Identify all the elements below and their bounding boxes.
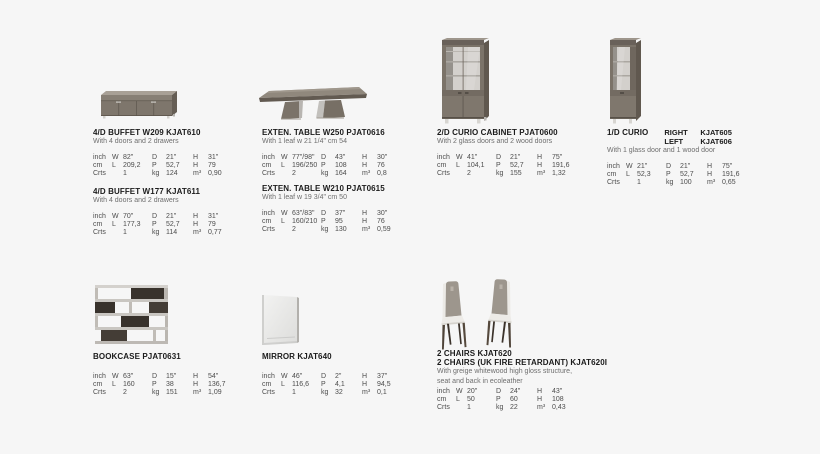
spec-unit <box>112 389 123 397</box>
spec-unit <box>281 226 292 234</box>
spec-unit: kg <box>321 389 329 397</box>
spec-value: 160/210 <box>292 217 318 225</box>
product-mirror <box>262 352 430 398</box>
spec-value: 24" <box>510 388 521 395</box>
spec-unit: m³ <box>193 169 202 177</box>
product-title: MIRROR KJAT640 <box>262 352 332 361</box>
spec-table <box>262 373 430 398</box>
spec-value: 0,90 <box>208 169 222 177</box>
spec-row-label: Crts <box>437 169 450 177</box>
spec-unit: kg <box>496 404 504 412</box>
spec-unit: m³ <box>537 169 546 177</box>
product-table-w250 <box>262 128 430 178</box>
spec-value: 191,6 <box>722 170 740 178</box>
spec-value: 4,1 <box>335 381 345 389</box>
spec-row-label: cm <box>437 396 447 404</box>
spec-value: 2" <box>335 373 342 380</box>
spec-unit: L <box>281 381 285 389</box>
spec-unit: W <box>112 373 119 380</box>
bookcase-image <box>93 284 172 351</box>
product-curio-1d <box>607 128 782 187</box>
spec-unit: W <box>456 388 463 395</box>
spec-value: 15" <box>166 373 177 380</box>
spec-unit <box>281 389 292 397</box>
spec-unit: H <box>537 388 543 395</box>
spec-row-label: inch <box>93 373 106 380</box>
spec-row-label: cm <box>437 161 447 169</box>
spec-value: 30" <box>377 153 388 161</box>
spec-value: 151 <box>166 389 178 397</box>
spec-row-label: inch <box>262 153 275 161</box>
spec-value: 82" <box>123 153 134 161</box>
spec-unit: D <box>152 373 158 380</box>
spec-value: 52,3 <box>637 170 651 178</box>
spec-value: 30" <box>377 209 388 217</box>
spec-value: 37" <box>377 373 388 380</box>
spec-value: 37" <box>335 209 346 217</box>
spec-unit: L <box>112 381 116 389</box>
spec-value: 38 <box>166 381 174 389</box>
product-description: With 4 doors and 2 drawers <box>93 197 179 204</box>
spec-value: 1 <box>292 389 296 397</box>
spec-value: 2 <box>292 225 296 233</box>
spec-value: 75" <box>552 153 563 161</box>
spec-value: 21" <box>510 153 521 161</box>
spec-value: 0,43 <box>552 404 566 412</box>
spec-table <box>262 154 430 179</box>
spec-unit: W <box>626 162 633 170</box>
bookcase-illustration <box>93 284 172 346</box>
product-title-line2: 2 CHAIRS (UK FIRE RETARDANT) KJAT620I <box>437 358 608 367</box>
spec-value: 79 <box>208 161 216 169</box>
spec-unit: kg <box>496 169 504 177</box>
spec-row-label: inch <box>93 153 106 161</box>
spec-unit: m³ <box>362 169 371 177</box>
spec-value: 60 <box>510 396 518 404</box>
spec-value: 155 <box>510 169 522 177</box>
spec-value: 54" <box>208 373 219 380</box>
spec-value: 63" <box>123 373 134 380</box>
spec-row-label: Crts <box>93 169 106 177</box>
spec-value: 31" <box>208 212 219 220</box>
spec-row-label: cm <box>93 220 103 228</box>
product-bookcase <box>93 352 261 398</box>
spec-value: 114 <box>166 228 178 236</box>
product-buffet-w177 <box>93 187 261 237</box>
spec-unit: H <box>362 381 368 389</box>
extension-table-image <box>256 60 372 125</box>
variant-position: RIGHT <box>664 128 688 137</box>
spec-unit: H <box>537 153 543 161</box>
spec-value: 160 <box>123 381 135 389</box>
curio-1d-illustration <box>607 37 644 125</box>
spec-unit: L <box>112 161 116 169</box>
spec-value: 32 <box>335 389 343 397</box>
product-buffet-w209 <box>93 128 261 178</box>
spec-unit: kg <box>152 228 160 236</box>
spec-unit: P <box>666 170 671 178</box>
spec-row-label: cm <box>93 161 103 169</box>
spec-row-label: cm <box>262 381 272 389</box>
curio-cabinet-2d-image <box>438 37 492 130</box>
spec-unit: P <box>321 217 326 225</box>
spec-unit: H <box>193 161 199 169</box>
spec-row-label: inch <box>437 153 450 161</box>
product-title: EXTEN. TABLE W250 PJAT0616 <box>262 128 385 137</box>
product-description: With 1 leaf w 19 3/4" cm 50 <box>262 194 347 201</box>
spec-value: 116,6 <box>292 381 309 389</box>
spec-value: 21" <box>637 162 648 170</box>
spec-value: 0,77 <box>208 228 222 236</box>
variant-list <box>664 128 732 146</box>
chairs-illustration <box>438 277 516 352</box>
variant-code: KJAT605 <box>700 128 732 137</box>
spec-unit: H <box>193 381 199 389</box>
spec-unit: W <box>281 209 288 217</box>
spec-unit: H <box>362 217 368 225</box>
spec-unit: H <box>362 373 368 380</box>
spec-unit: W <box>281 373 288 380</box>
spec-row-label: cm <box>262 217 272 225</box>
spec-table <box>437 388 632 413</box>
buffet-illustration <box>93 89 182 119</box>
spec-row-label: inch <box>262 373 275 380</box>
spec-unit: D <box>666 162 672 170</box>
spec-value: 1 <box>637 178 641 186</box>
spec-unit: kg <box>321 225 329 233</box>
chairs-image <box>438 277 516 357</box>
spec-value: 209,2 <box>123 161 141 169</box>
spec-value: 43" <box>552 388 563 395</box>
spec-value: 1 <box>123 169 127 177</box>
product-table-w210 <box>262 184 430 234</box>
product-title: 4/D BUFFET W177 KJAT611 <box>93 187 201 196</box>
spec-unit: P <box>152 381 157 389</box>
spec-unit: P <box>152 220 157 228</box>
spec-unit: m³ <box>537 404 546 412</box>
spec-unit <box>281 170 292 178</box>
spec-value: 1 <box>123 228 127 236</box>
spec-value: 52,7 <box>166 220 180 228</box>
spec-row-label: Crts <box>262 225 275 233</box>
spec-value: 2 <box>467 169 471 177</box>
spec-unit: P <box>152 161 157 169</box>
spec-unit: W <box>281 153 288 161</box>
spec-unit <box>456 170 467 178</box>
product-description: With 1 glass door and 1 wood door <box>607 147 716 154</box>
spec-value: 108 <box>552 396 564 404</box>
spec-unit: H <box>707 170 713 178</box>
spec-value: 1,32 <box>552 169 566 177</box>
product-title: 1/D CURIO <box>607 128 649 137</box>
variant-code: KJAT606 <box>700 137 732 146</box>
spec-unit: L <box>281 217 285 225</box>
product-description-line1: With greige whitewood high gloss structure, <box>437 368 573 375</box>
spec-value: 1 <box>467 404 471 412</box>
spec-unit: m³ <box>193 228 202 236</box>
spec-value: 31" <box>208 153 219 161</box>
product-description: With 1 leaf w 21 1/4" cm 54 <box>262 138 347 145</box>
spec-row-label: inch <box>262 209 275 217</box>
spec-unit: kg <box>152 389 160 397</box>
spec-value: 52,7 <box>510 161 524 169</box>
product-title-row <box>607 128 782 146</box>
spec-unit: kg <box>666 178 674 186</box>
spec-value: 20" <box>467 388 478 395</box>
spec-value: 177,3 <box>123 220 141 228</box>
spec-value: 1,09 <box>208 389 222 397</box>
spec-unit: H <box>193 153 199 161</box>
spec-unit: P <box>321 161 326 169</box>
spec-table <box>93 213 261 238</box>
product-title: EXTEN. TABLE W210 PJAT0615 <box>262 184 385 193</box>
spec-unit: m³ <box>707 178 716 186</box>
spec-value: 136,7 <box>208 381 226 389</box>
spec-value: 164 <box>335 169 347 177</box>
spec-unit: m³ <box>362 225 371 233</box>
spec-row-label: cm <box>607 170 617 178</box>
spec-value: 21" <box>680 162 691 170</box>
spec-unit: H <box>537 396 543 404</box>
spec-value: 100 <box>680 178 692 186</box>
spec-row-label: inch <box>93 212 106 220</box>
spec-unit: D <box>496 153 502 161</box>
spec-value: 75" <box>722 162 733 170</box>
spec-value: 41" <box>467 153 478 161</box>
spec-unit: D <box>321 373 327 380</box>
product-title: 2/D CURIO CABINET PJAT0600 <box>437 128 558 137</box>
spec-value: 76 <box>377 217 385 225</box>
spec-value: 52,7 <box>680 170 694 178</box>
mirror-illustration <box>261 293 301 346</box>
spec-unit: D <box>152 153 158 161</box>
spec-table <box>93 154 261 179</box>
spec-row-label: Crts <box>93 389 106 397</box>
spec-value: 76 <box>377 161 385 169</box>
spec-row-label: Crts <box>437 404 450 412</box>
product-curio-2d <box>437 128 605 178</box>
product-description: With 2 glass doors and 2 wood doors <box>437 138 553 145</box>
spec-unit <box>112 229 123 237</box>
spec-unit: W <box>112 212 119 220</box>
spec-unit: H <box>537 161 543 169</box>
table-illustration <box>256 60 372 120</box>
spec-value: 77"/98" <box>292 153 315 161</box>
spec-unit: L <box>281 161 285 169</box>
spec-unit: L <box>456 396 460 404</box>
spec-row-label: inch <box>607 162 620 170</box>
spec-row-label: Crts <box>262 169 275 177</box>
spec-row-label: Crts <box>93 228 106 236</box>
spec-value: 0,59 <box>377 225 391 233</box>
spec-value: 0,1 <box>377 389 387 397</box>
spec-row-label: inch <box>437 388 450 395</box>
spec-unit: kg <box>152 169 160 177</box>
spec-unit: D <box>496 388 502 395</box>
spec-table <box>437 154 605 179</box>
spec-unit: H <box>193 220 199 228</box>
spec-table <box>93 373 261 398</box>
spec-value: 50 <box>467 396 475 404</box>
spec-table <box>262 210 430 235</box>
spec-value: 21" <box>166 212 177 220</box>
spec-unit: m³ <box>362 389 371 397</box>
product-title-line1: 2 CHAIRS KJAT620 <box>437 349 512 358</box>
curio-cabinet-1d-image <box>607 37 644 130</box>
spec-unit <box>456 404 467 412</box>
spec-row-label: Crts <box>607 178 620 186</box>
mirror-image <box>261 293 301 351</box>
spec-unit: H <box>193 373 199 380</box>
spec-unit: H <box>707 162 713 170</box>
spec-value: 70" <box>123 212 134 220</box>
spec-value: 63"/83" <box>292 209 315 217</box>
spec-value: 104,1 <box>467 161 485 169</box>
product-description: With 4 doors and 2 drawers <box>93 138 179 145</box>
spec-unit: kg <box>321 169 329 177</box>
curio-2d-illustration <box>438 37 492 125</box>
spec-unit: W <box>112 153 119 161</box>
spec-unit: P <box>321 381 326 389</box>
spec-value: 0,65 <box>722 178 736 186</box>
product-chairs <box>437 349 632 413</box>
spec-unit: D <box>152 212 158 220</box>
spec-value: 22 <box>510 404 518 412</box>
spec-value: 21" <box>166 153 177 161</box>
spec-row-label: Crts <box>262 389 275 397</box>
spec-unit: P <box>496 396 501 404</box>
spec-value: 46" <box>292 373 303 380</box>
spec-value: 94,5 <box>377 381 391 389</box>
spec-unit: D <box>321 209 327 217</box>
buffet-sideboard-image <box>93 89 182 124</box>
spec-value: 95 <box>335 217 343 225</box>
spec-value: 191,6 <box>552 161 570 169</box>
product-title: 4/D BUFFET W209 KJAT610 <box>93 128 201 137</box>
spec-value: 108 <box>335 161 347 169</box>
spec-unit: H <box>193 212 199 220</box>
spec-unit: L <box>456 161 460 169</box>
spec-value: 43" <box>335 153 346 161</box>
spec-unit: H <box>362 153 368 161</box>
spec-unit <box>626 179 637 187</box>
spec-value: 2 <box>292 169 296 177</box>
spec-value: 79 <box>208 220 216 228</box>
spec-unit: L <box>112 220 116 228</box>
spec-value: 124 <box>166 169 178 177</box>
spec-table <box>607 163 782 188</box>
spec-unit: m³ <box>193 389 202 397</box>
product-description-line2: seat and back in ecoleather <box>437 377 523 385</box>
spec-value: 0,8 <box>377 169 387 177</box>
spec-unit: P <box>496 161 501 169</box>
spec-unit <box>112 170 123 178</box>
variant-position: LEFT <box>664 137 684 146</box>
spec-value: 130 <box>335 225 347 233</box>
spec-row-label: cm <box>262 161 272 169</box>
spec-value: 196/250 <box>292 161 318 169</box>
spec-unit: L <box>626 170 630 178</box>
spec-value: 2 <box>123 389 127 397</box>
spec-unit: H <box>362 209 368 217</box>
spec-value: 52,7 <box>166 161 180 169</box>
spec-unit: H <box>362 161 368 169</box>
spec-row-label: cm <box>93 381 103 389</box>
spec-unit: D <box>321 153 327 161</box>
product-title: BOOKCASE PJAT0631 <box>93 352 181 361</box>
spec-unit: W <box>456 153 463 161</box>
